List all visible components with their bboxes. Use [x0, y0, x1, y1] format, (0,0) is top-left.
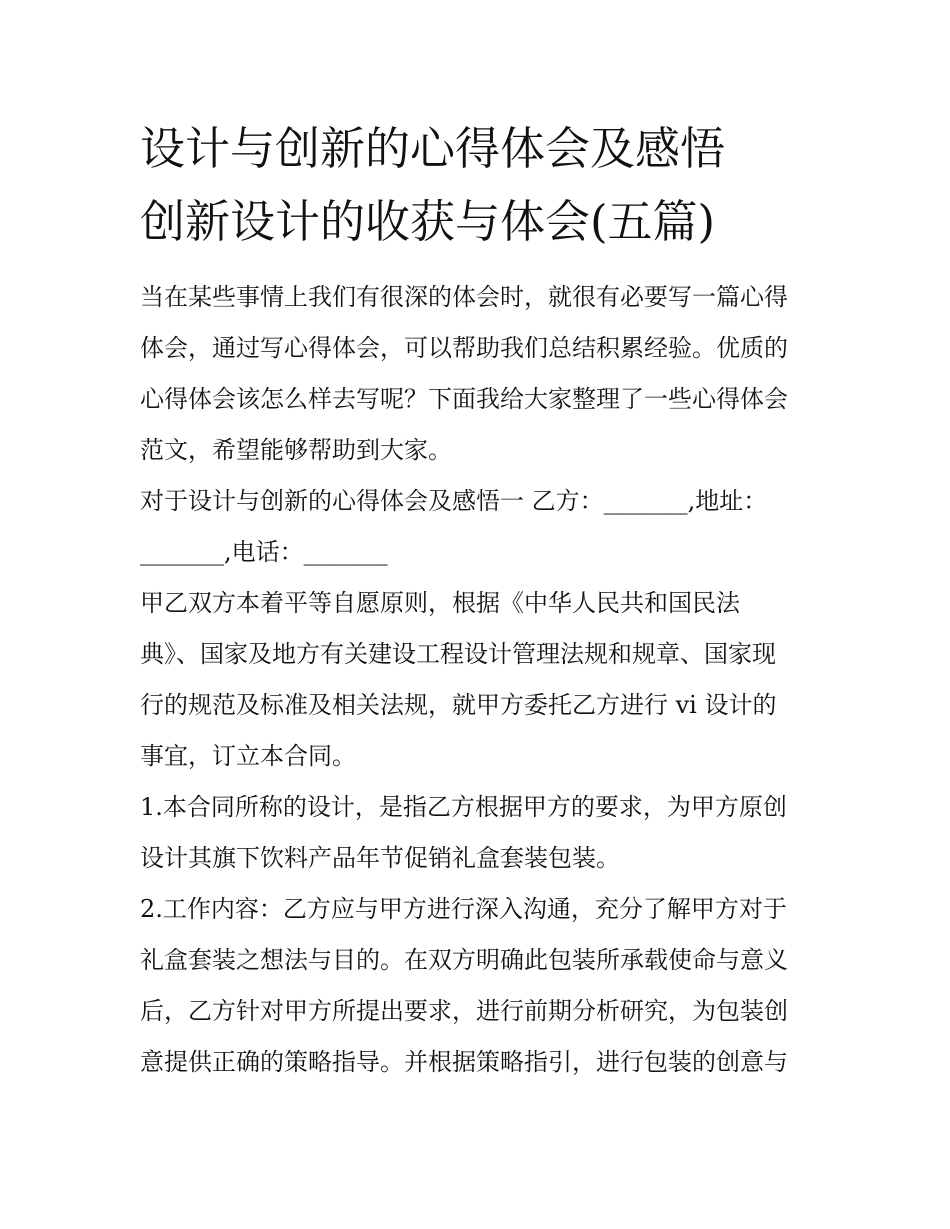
text-line: 设计其旗下饮料产品年节促销礼盒套装包装。	[140, 844, 620, 872]
text-line: 对于设计与创新的心得体会及感悟一 乙方：_______,地址：	[140, 487, 768, 515]
document-title	[140, 112, 820, 258]
text-line: 事宜，订立本合同。	[140, 742, 356, 770]
document-body	[140, 112, 820, 1088]
text-line: 当在某些事情上我们有很深的体会时，就很有必要写一篇心得	[140, 283, 788, 311]
text-line: 体会，通过写心得体会，可以帮助我们总结积累经验。优质的	[140, 334, 788, 362]
clause-1-paragraph	[140, 782, 820, 884]
text-line: 心得体会该怎么样去写呢？下面我给大家整理了一些心得体会	[140, 385, 788, 413]
text-line: 2.工作内容：乙方应与甲方进行深入沟通，充分了解甲方对于	[140, 895, 787, 923]
text-line: 后，乙方针对甲方所提出要求，进行前期分析研究，为包装创	[140, 997, 788, 1025]
title-line: 创新设计的收获与体会(五篇)	[140, 195, 716, 248]
text-line: 行的规范及标准及相关法规，就甲方委托乙方进行 vi 设计的	[140, 691, 777, 719]
party-info-paragraph	[140, 476, 820, 578]
text-line: 1.本合同所称的设计，是指乙方根据甲方的要求，为甲方原创	[140, 793, 787, 821]
intro-paragraph	[140, 272, 820, 476]
text-line: 意提供正确的策略指导。并根据策略指引，进行包装的创意与	[140, 1048, 788, 1076]
text-line: 范文，希望能够帮助到大家。	[140, 436, 452, 464]
text-line: 甲乙双方本着平等自愿原则，根据《中华人民共和国民法	[140, 589, 740, 617]
agreement-paragraph	[140, 578, 820, 782]
text-line: 典》、国家及地方有关建设工程设计管理法规和规章、国家现	[140, 640, 776, 668]
text-line: 礼盒套装之想法与目的。在双方明确此包装所承载使命与意义	[140, 946, 788, 974]
clause-2-paragraph	[140, 884, 820, 1088]
title-line: 设计与创新的心得体会及感悟	[140, 122, 726, 175]
text-line: _______,电话：_______	[140, 538, 388, 566]
